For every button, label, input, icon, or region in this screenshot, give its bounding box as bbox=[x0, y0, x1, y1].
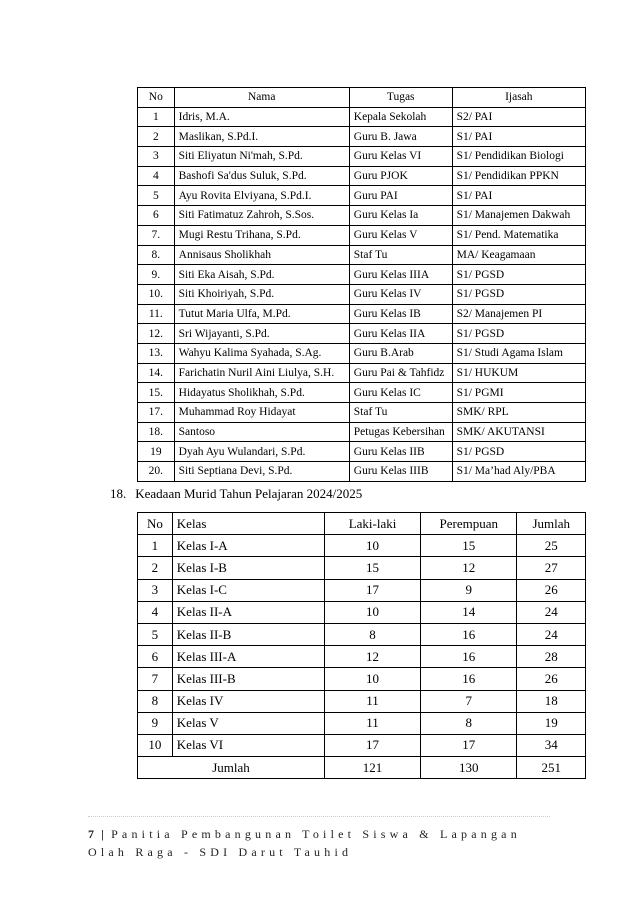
table-row bbox=[138, 206, 586, 226]
staff-tugas-cell: Guru Kelas VI bbox=[349, 147, 452, 167]
staff-nama-cell: Siti Eliyatun Ni'mah, S.Pd. bbox=[174, 147, 349, 167]
student-perempuan-cell: 17 bbox=[421, 734, 517, 756]
staff-ijasah-cell: S1/ Pendidikan PPKN bbox=[452, 166, 585, 186]
table-row bbox=[138, 225, 586, 245]
staff-no-cell: 10. bbox=[138, 284, 175, 304]
staff-no-cell: 2 bbox=[138, 127, 175, 147]
staff-tugas-cell: Guru Kelas Ia bbox=[349, 206, 452, 226]
student-laki-laki-cell: 15 bbox=[324, 557, 420, 579]
student-jumlah-cell: 24 bbox=[517, 601, 586, 623]
section-title: Keadaan Murid Tahun Pelajaran 2024/2025 bbox=[135, 486, 363, 501]
total-laki-laki: 121 bbox=[324, 757, 420, 779]
header-no: No bbox=[138, 513, 173, 535]
staff-table bbox=[137, 87, 586, 482]
student-laki-laki-cell: 8 bbox=[324, 623, 420, 645]
header-jumlah: Jumlah bbox=[517, 513, 586, 535]
staff-ijasah-cell: S1/ PAI bbox=[452, 186, 585, 206]
staff-nama-cell: Ayu Rovita Elviyana, S.Pd.I. bbox=[174, 186, 349, 206]
staff-ijasah-cell: S1/ PAI bbox=[452, 127, 585, 147]
student-kelas-cell: Kelas II-B bbox=[172, 623, 324, 645]
staff-no-cell: 1 bbox=[138, 107, 175, 127]
student-no-cell: 4 bbox=[138, 601, 173, 623]
staff-nama-cell: Sri Wijayanti, S.Pd. bbox=[174, 324, 349, 344]
table-row bbox=[138, 557, 586, 579]
staff-no-cell: 3 bbox=[138, 147, 175, 167]
student-laki-laki-cell: 10 bbox=[324, 601, 420, 623]
student-laki-laki-cell: 10 bbox=[324, 535, 420, 557]
table-row bbox=[138, 712, 586, 734]
staff-ijasah-cell: S1/ Ma’had Aly/PBA bbox=[452, 462, 585, 482]
student-perempuan-cell: 16 bbox=[421, 623, 517, 645]
header-nama: Nama bbox=[174, 88, 349, 108]
staff-tugas-cell: Guru Pai & Tahfidz bbox=[349, 363, 452, 383]
total-label: Jumlah bbox=[138, 757, 325, 779]
student-kelas-cell: Kelas IV bbox=[172, 690, 324, 712]
student-no-cell: 6 bbox=[138, 646, 173, 668]
staff-no-cell: 17. bbox=[138, 403, 175, 423]
staff-no-cell: 20. bbox=[138, 462, 175, 482]
staff-ijasah-cell: SMK/ AKUTANSI bbox=[452, 422, 585, 442]
table-row bbox=[138, 166, 586, 186]
table-row bbox=[138, 186, 586, 206]
student-laki-laki-cell: 11 bbox=[324, 712, 420, 734]
staff-nama-cell: Santoso bbox=[174, 422, 349, 442]
staff-tugas-cell: Guru PAI bbox=[349, 186, 452, 206]
staff-tugas-cell: Staf Tu bbox=[349, 245, 452, 265]
staff-tugas-cell: Guru Kelas IC bbox=[349, 383, 452, 403]
staff-tugas-cell: Guru Kelas IIIB bbox=[349, 462, 452, 482]
staff-no-cell: 12. bbox=[138, 324, 175, 344]
student-perempuan-cell: 8 bbox=[421, 712, 517, 734]
student-jumlah-cell: 24 bbox=[517, 623, 586, 645]
student-perempuan-cell: 14 bbox=[421, 601, 517, 623]
staff-no-cell: 4 bbox=[138, 166, 175, 186]
student-perempuan-cell: 16 bbox=[421, 646, 517, 668]
staff-nama-cell: Muhammad Roy Hidayat bbox=[174, 403, 349, 423]
staff-ijasah-cell: S1/ PGMI bbox=[452, 383, 585, 403]
staff-nama-cell: Farichatin Nuril Aini Liulya, S.H. bbox=[174, 363, 349, 383]
student-jumlah-cell: 18 bbox=[517, 690, 586, 712]
staff-nama-cell: Hidayatus Sholikhah, S.Pd. bbox=[174, 383, 349, 403]
staff-no-cell: 14. bbox=[138, 363, 175, 383]
table-row bbox=[138, 304, 586, 324]
header-perempuan: Perempuan bbox=[421, 513, 517, 535]
student-perempuan-cell: 12 bbox=[421, 557, 517, 579]
staff-ijasah-cell: S2/ PAI bbox=[452, 107, 585, 127]
staff-nama-cell: Wahyu Kalima Syahada, S.Ag. bbox=[174, 343, 349, 363]
staff-ijasah-cell: S1/ PGSD bbox=[452, 284, 585, 304]
student-laki-laki-cell: 11 bbox=[324, 690, 420, 712]
student-no-cell: 2 bbox=[138, 557, 173, 579]
student-no-cell: 9 bbox=[138, 712, 173, 734]
student-perempuan-cell: 9 bbox=[421, 579, 517, 601]
staff-nama-cell: Siti Khoiriyah, S.Pd. bbox=[174, 284, 349, 304]
staff-nama-cell: Siti Eka Aisah, S.Pd. bbox=[174, 265, 349, 285]
staff-ijasah-cell: S1/ HUKUM bbox=[452, 363, 585, 383]
total-perempuan: 130 bbox=[421, 757, 517, 779]
student-table bbox=[137, 512, 586, 779]
staff-tugas-cell: Guru Kelas IIIA bbox=[349, 265, 452, 285]
table-row bbox=[138, 284, 586, 304]
student-laki-laki-cell: 10 bbox=[324, 668, 420, 690]
student-jumlah-cell: 25 bbox=[517, 535, 586, 557]
staff-nama-cell: Siti Septiana Devi, S.Pd. bbox=[174, 462, 349, 482]
table-row bbox=[138, 462, 586, 482]
table-row bbox=[138, 601, 586, 623]
student-no-cell: 8 bbox=[138, 690, 173, 712]
staff-nama-cell: Bashofi Sa'dus Suluk, S.Pd. bbox=[174, 166, 349, 186]
staff-ijasah-cell: S1/ PGSD bbox=[452, 442, 585, 462]
student-laki-laki-cell: 17 bbox=[324, 734, 420, 756]
staff-ijasah-cell: MA/ Keagamaan bbox=[452, 245, 585, 265]
table-row bbox=[138, 127, 586, 147]
staff-tugas-cell: Guru PJOK bbox=[349, 166, 452, 186]
table-row bbox=[138, 734, 586, 756]
table-row bbox=[138, 383, 586, 403]
table-row bbox=[138, 579, 586, 601]
staff-nama-cell: Mugi Restu Trihana, S.Pd. bbox=[174, 225, 349, 245]
staff-tugas-cell: Kepala Sekolah bbox=[349, 107, 452, 127]
student-jumlah-cell: 34 bbox=[517, 734, 586, 756]
section-heading bbox=[110, 486, 362, 502]
staff-no-cell: 11. bbox=[138, 304, 175, 324]
staff-no-cell: 13. bbox=[138, 343, 175, 363]
header-tugas: Tugas bbox=[349, 88, 452, 108]
table-row bbox=[138, 403, 586, 423]
student-no-cell: 3 bbox=[138, 579, 173, 601]
student-kelas-cell: Kelas I-B bbox=[172, 557, 324, 579]
student-header-row bbox=[138, 513, 586, 535]
header-kelas: Kelas bbox=[172, 513, 324, 535]
student-kelas-cell: Kelas II-A bbox=[172, 601, 324, 623]
footer-divider bbox=[88, 816, 550, 817]
table-row bbox=[138, 646, 586, 668]
student-laki-laki-cell: 17 bbox=[324, 579, 420, 601]
table-row bbox=[138, 107, 586, 127]
student-jumlah-cell: 26 bbox=[517, 579, 586, 601]
staff-nama-cell: Maslikan, S.Pd.I. bbox=[174, 127, 349, 147]
student-kelas-cell: Kelas V bbox=[172, 712, 324, 734]
student-jumlah-cell: 27 bbox=[517, 557, 586, 579]
staff-tugas-cell: Guru B.Arab bbox=[349, 343, 452, 363]
footer-text: Panitia Pembangunan Toilet Siswa & Lapangan Olah Raga - SDI Darut Tauhid bbox=[88, 827, 521, 859]
student-kelas-cell: Kelas I-A bbox=[172, 535, 324, 557]
staff-nama-cell: Idris, M.A. bbox=[174, 107, 349, 127]
header-no: No bbox=[138, 88, 175, 108]
staff-header-row bbox=[138, 88, 586, 108]
staff-ijasah-cell: S1/ Pend. Matematika bbox=[452, 225, 585, 245]
staff-nama-cell: Siti Fatimatuz Zahroh, S.Sos. bbox=[174, 206, 349, 226]
staff-ijasah-cell: S1/ PGSD bbox=[452, 265, 585, 285]
staff-no-cell: 6 bbox=[138, 206, 175, 226]
staff-ijasah-cell: S1/ Manajemen Dakwah bbox=[452, 206, 585, 226]
staff-nama-cell: Dyah Ayu Wulandari, S.Pd. bbox=[174, 442, 349, 462]
header-laki-laki: Laki-laki bbox=[324, 513, 420, 535]
total-row bbox=[138, 757, 586, 779]
staff-no-cell: 18. bbox=[138, 422, 175, 442]
staff-ijasah-cell: S1/ PGSD bbox=[452, 324, 585, 344]
table-row bbox=[138, 363, 586, 383]
staff-tugas-cell: Guru Kelas V bbox=[349, 225, 452, 245]
student-jumlah-cell: 28 bbox=[517, 646, 586, 668]
staff-ijasah-cell: S1/ Studi Agama Islam bbox=[452, 343, 585, 363]
staff-no-cell: 7. bbox=[138, 225, 175, 245]
table-row bbox=[138, 343, 586, 363]
table-row bbox=[138, 690, 586, 712]
student-kelas-cell: Kelas III-A bbox=[172, 646, 324, 668]
table-row bbox=[138, 623, 586, 645]
staff-tugas-cell: Petugas Kebersihan bbox=[349, 422, 452, 442]
student-jumlah-cell: 19 bbox=[517, 712, 586, 734]
table-row bbox=[138, 668, 586, 690]
total-jumlah: 251 bbox=[517, 757, 586, 779]
student-perempuan-cell: 16 bbox=[421, 668, 517, 690]
student-jumlah-cell: 26 bbox=[517, 668, 586, 690]
student-no-cell: 1 bbox=[138, 535, 173, 557]
student-no-cell: 7 bbox=[138, 668, 173, 690]
table-row bbox=[138, 442, 586, 462]
staff-tugas-cell: Guru B. Jawa bbox=[349, 127, 452, 147]
student-no-cell: 10 bbox=[138, 734, 173, 756]
student-laki-laki-cell: 12 bbox=[324, 646, 420, 668]
staff-no-cell: 8. bbox=[138, 245, 175, 265]
staff-nama-cell: Annisaus Sholikhah bbox=[174, 245, 349, 265]
page-footer bbox=[88, 825, 558, 861]
staff-no-cell: 15. bbox=[138, 383, 175, 403]
student-kelas-cell: Kelas III-B bbox=[172, 668, 324, 690]
table-row bbox=[138, 324, 586, 344]
staff-tugas-cell: Guru Kelas IIA bbox=[349, 324, 452, 344]
staff-ijasah-cell: S1/ Pendidikan Biologi bbox=[452, 147, 585, 167]
student-kelas-cell: Kelas VI bbox=[172, 734, 324, 756]
table-row bbox=[138, 265, 586, 285]
table-row bbox=[138, 245, 586, 265]
student-no-cell: 5 bbox=[138, 623, 173, 645]
header-ijasah: Ijasah bbox=[452, 88, 585, 108]
staff-tugas-cell: Guru Kelas IB bbox=[349, 304, 452, 324]
staff-ijasah-cell: S2/ Manajemen PI bbox=[452, 304, 585, 324]
table-row bbox=[138, 422, 586, 442]
student-perempuan-cell: 7 bbox=[421, 690, 517, 712]
table-row bbox=[138, 147, 586, 167]
staff-tugas-cell: Guru Kelas IV bbox=[349, 284, 452, 304]
footer-separator: | bbox=[101, 827, 104, 841]
staff-nama-cell: Tutut Maria Ulfa, M.Pd. bbox=[174, 304, 349, 324]
staff-ijasah-cell: SMK/ RPL bbox=[452, 403, 585, 423]
student-perempuan-cell: 15 bbox=[421, 535, 517, 557]
staff-tugas-cell: Staf Tu bbox=[349, 403, 452, 423]
section-number: 18. bbox=[110, 486, 127, 501]
staff-tugas-cell: Guru Kelas IIB bbox=[349, 442, 452, 462]
table-row bbox=[138, 535, 586, 557]
staff-no-cell: 19 bbox=[138, 442, 175, 462]
staff-no-cell: 5 bbox=[138, 186, 175, 206]
staff-no-cell: 9. bbox=[138, 265, 175, 285]
student-kelas-cell: Kelas I-C bbox=[172, 579, 324, 601]
page-number: 7 bbox=[88, 827, 94, 841]
